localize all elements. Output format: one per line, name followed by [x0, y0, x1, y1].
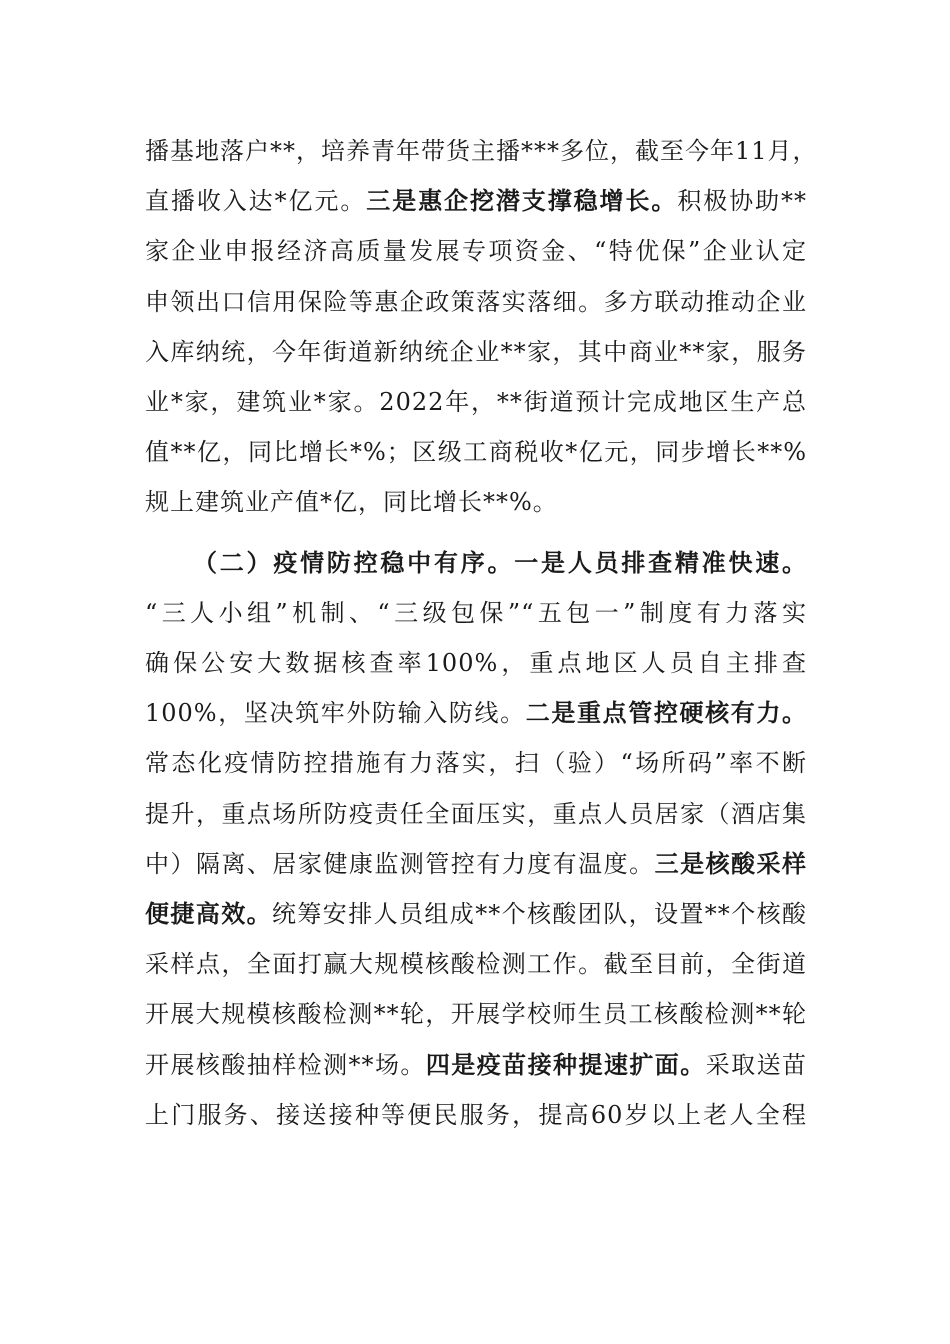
body-text: 确保公安大数据核查率100%，重点地区人员自主排查: [145, 649, 807, 677]
body-text: 业*家，建筑业*家。2022年，**街道预计完成地区生产总: [145, 388, 807, 416]
paragraph-line: [145, 429, 807, 475]
body-text: 常态化疫情防控措施有力落实，扫（验）“场所码”率不断: [145, 749, 807, 778]
paragraph-line: [145, 791, 807, 837]
section-heading-line: [193, 540, 807, 586]
paragraph-line: [145, 640, 807, 686]
body-text: 申领出口信用保险等惠企政策落实落细。多方联动推动企业: [145, 287, 807, 316]
paragraph-line: [145, 128, 818, 174]
body-text: 中）隔离、居家健康监测管控有力度有温度。: [145, 849, 655, 878]
body-text: “三人小组”机制、“三级包保”“五包一”制度有力落实: [145, 598, 807, 627]
bold-text: 三是惠企挖潜支撑稳增长。: [366, 186, 678, 216]
paragraph-line: [145, 941, 807, 987]
body-text: 开展大规模核酸检测**轮，开展学校师生员工核酸检测**轮: [145, 1000, 807, 1029]
bold-text: 四是疫苗接种提速扩面。: [425, 1049, 706, 1079]
paragraph-line: [145, 891, 807, 937]
body-text: 积极协助**: [677, 187, 808, 216]
body-text: 上门服务、接送接种等便民服务，提高60岁以上老人全程: [145, 1100, 807, 1129]
paragraph-line: [145, 1042, 807, 1088]
body-text: 开展核酸抽样检测**场。: [145, 1050, 426, 1079]
paragraph-line: [145, 279, 807, 325]
body-text: 采取送苗: [705, 1050, 808, 1079]
body-text: 100%，坚决筑牢外防输入防线。: [145, 699, 526, 728]
paragraph-line: [145, 379, 807, 425]
paragraph-line: [145, 590, 807, 636]
bold-text: 三是核酸采样: [654, 848, 808, 878]
body-text: 直播收入达*亿元。: [145, 187, 367, 216]
bold-text: 二是重点管控硬核有力。: [525, 698, 807, 728]
paragraph-line: [145, 178, 807, 224]
bold-text: 便捷高效。: [145, 899, 272, 928]
paragraph-line: [145, 329, 807, 375]
body-text: 规上建筑业产值*亿，同比增长**%。: [145, 488, 558, 517]
paragraph-line: [145, 1092, 807, 1138]
paragraph-line: [145, 841, 807, 887]
paragraph-line: [145, 690, 807, 736]
paragraph-line: [145, 479, 807, 525]
paragraph-line: [145, 228, 807, 274]
paragraph-line: [145, 740, 807, 786]
body-text: 提升，重点场所防疫责任全面压实，重点人员居家（酒店集: [145, 799, 807, 828]
body-text: 值**亿，同比增长*%；区级工商税收*亿元，同步增长**%: [145, 438, 807, 467]
body-text: 采样点，全面打赢大规模核酸检测工作。截至目前，全街道: [145, 950, 807, 979]
body-text: 家企业申报经济高质量发展专项资金、“特优保”企业认定: [145, 237, 807, 266]
body-text: 播基地落户**，培养青年带货主播***多位，截至今年11月，: [145, 137, 818, 165]
paragraph-line: [145, 991, 807, 1037]
bold-text: （二）疫情防控稳中有序。一是人员排查精准快速。: [193, 547, 807, 577]
body-text: 入库纳统，今年街道新纳统企业**家，其中商业**家，服务: [145, 337, 807, 366]
body-text: 统筹安排人员组成**个核酸团队，设置**个核酸: [272, 900, 807, 928]
